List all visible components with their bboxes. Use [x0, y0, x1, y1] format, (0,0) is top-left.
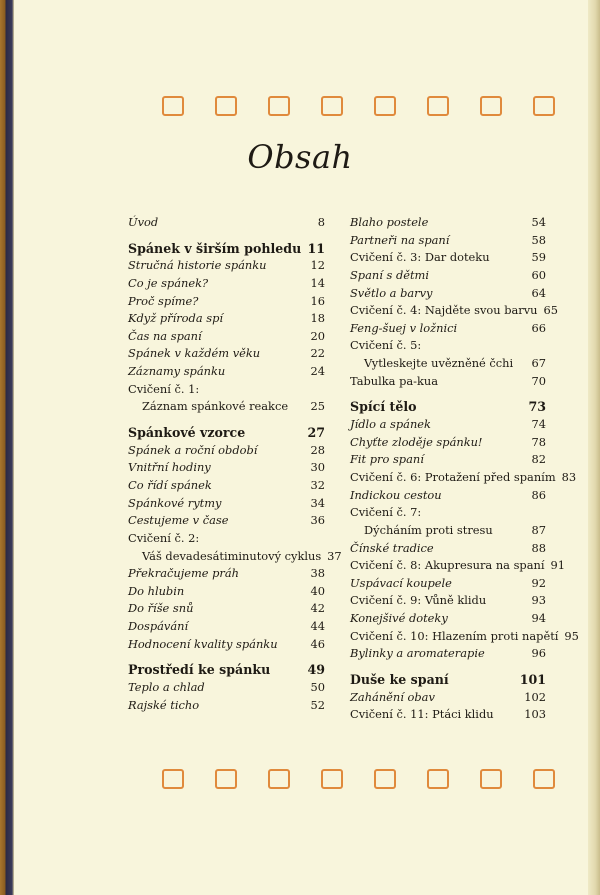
- toc-entry-title: Co je spánek?: [128, 275, 209, 290]
- toc-entry: [350, 592, 546, 610]
- toc-entry-page-number: 66: [531, 320, 546, 335]
- toc-entry-title: Co řídí spánek: [128, 477, 212, 492]
- toc-entry: [128, 583, 325, 601]
- toc-entry: [128, 257, 325, 275]
- toc-entry-page-number: 101: [519, 672, 546, 688]
- toc-entry-page-number: 28: [310, 442, 325, 457]
- toc-entry-title: Jídlo a spánek: [350, 417, 431, 432]
- toc-entry-page-number: 32: [310, 477, 325, 492]
- crescent-bracket-border-icon: [135, 94, 565, 118]
- toc-entry-title: Vytleskejte uvězněné čchi: [364, 356, 514, 371]
- toc-entry: [128, 363, 325, 381]
- toc-entry-title: Spánkové vzorce: [128, 425, 246, 441]
- toc-entry-page-number: 16: [310, 293, 325, 308]
- toc-entry: [350, 706, 546, 724]
- toc-entry-page-number: 73: [528, 399, 546, 415]
- toc-entry: [128, 530, 325, 548]
- toc-entry-title: Hodnocení kvality spánku: [128, 636, 278, 651]
- toc-entry-page-number: 91: [550, 558, 565, 573]
- top-ornament-border: [135, 94, 565, 118]
- toc-entry-page-number: 92: [531, 575, 546, 590]
- toc-entry-page-number: 82: [531, 452, 546, 467]
- toc-entry-title: Čas na spaní: [128, 328, 202, 343]
- toc-entry-title: Prostředí ke spánku: [128, 662, 271, 678]
- toc-entry: [350, 416, 546, 434]
- toc-entry: [128, 381, 325, 399]
- toc-entry-page-number: 58: [531, 232, 546, 247]
- toc-entry-title: Spánek a roční období: [128, 442, 258, 457]
- toc-entry: [128, 328, 325, 346]
- toc-entry-page-number: 38: [310, 566, 325, 581]
- toc-entry-page-number: 18: [310, 311, 325, 326]
- toc-left-column: [128, 214, 342, 714]
- toc-entry-page-number: 30: [310, 460, 325, 475]
- toc-entry-title: Světlo a barvy: [350, 285, 433, 300]
- toc-entry: [128, 679, 325, 697]
- toc-entry: [128, 310, 325, 328]
- toc-entry-title: Cvičení č. 8: Akupresura na spaní: [350, 558, 545, 573]
- toc-entry: [350, 337, 546, 355]
- toc-entry-page-number: 70: [531, 373, 546, 388]
- toc-entry-page-number: [540, 504, 546, 522]
- toc-entry: [350, 557, 565, 575]
- toc-entry-title: Spánkové rytmy: [128, 495, 222, 510]
- toc-entry-title: Když příroda spí: [128, 311, 224, 326]
- toc-entry-title: Partneři na spaní: [350, 232, 450, 247]
- toc-entry-page-number: 64: [531, 285, 546, 300]
- toc-entry: [128, 275, 325, 293]
- toc-right-column: [350, 214, 579, 724]
- toc-entry: [350, 575, 546, 593]
- toc-entry: [128, 565, 325, 583]
- toc-entry: [128, 618, 325, 636]
- toc-entry-title: Spánek v každém věku: [128, 346, 261, 361]
- toc-entry: [350, 249, 546, 267]
- toc-entry-title: Čínské tradice: [350, 540, 434, 555]
- book-spine-edge: [0, 0, 14, 895]
- toc-entry-page-number: 95: [564, 628, 579, 643]
- toc-entry: [350, 645, 546, 663]
- toc-entry: [128, 459, 325, 477]
- toc-entry-page-number: 94: [531, 611, 546, 626]
- toc-entry: [350, 302, 558, 320]
- toc-entry-page-number: 86: [531, 487, 546, 502]
- toc-entry-title: Bylinky a aromaterapie: [350, 646, 485, 661]
- toc-entry-page-number: 74: [531, 417, 546, 432]
- toc-entry: [350, 355, 546, 373]
- toc-entry-title: Konejšivé doteky: [350, 611, 448, 626]
- toc-entry-page-number: 25: [310, 399, 325, 414]
- toc-entry: [128, 636, 325, 654]
- toc-entry-page-number: 37: [327, 548, 342, 563]
- toc-entry-page-number: 36: [310, 513, 325, 528]
- toc-entry-title: Dýcháním proti stresu: [364, 522, 493, 537]
- toc-entry-title: Teplo a chlad: [128, 680, 205, 695]
- toc-entry-page-number: 11: [307, 240, 325, 256]
- toc-entry-title: Do hlubin: [128, 583, 185, 598]
- toc-entry-page-number: 54: [531, 215, 546, 229]
- toc-entry-title: Cvičení č. 4: Najděte svou barvu: [350, 303, 538, 318]
- toc-entry-page-number: 87: [531, 522, 546, 537]
- toc-entry-title: Dospávání: [128, 619, 189, 634]
- toc-entry-page-number: 50: [310, 680, 325, 695]
- toc-entry-page-number: [319, 381, 325, 399]
- toc-entry-title: Tabulka pa-kua: [350, 373, 439, 388]
- toc-entry-title: Duše ke spaní: [350, 672, 449, 688]
- toc-section-heading: [128, 240, 325, 258]
- toc-entry-page-number: 103: [524, 707, 546, 722]
- toc-entry-title: Cvičení č. 1:: [128, 381, 200, 396]
- toc-entry: [350, 373, 546, 391]
- toc-entry-page-number: 60: [531, 267, 546, 282]
- toc-entry-title: Spánek v širším pohledu: [128, 240, 302, 256]
- toc-entry: [128, 477, 325, 495]
- toc-entry-title: Cvičení č. 3: Dar doteku: [350, 250, 490, 265]
- toc-entry-title: Indickou cestou: [350, 487, 442, 502]
- toc-entry-page-number: 40: [310, 583, 325, 598]
- toc-entry-page-number: 96: [531, 646, 546, 661]
- toc-entry: [350, 540, 546, 558]
- toc-entry-page-number: 20: [310, 328, 325, 343]
- toc-entry-page-number: 52: [310, 697, 325, 712]
- toc-entry-title: Spící tělo: [350, 399, 417, 415]
- toc-entry-page-number: 44: [310, 619, 325, 634]
- toc-entry-page-number: [540, 337, 546, 355]
- toc-entry: [128, 548, 342, 566]
- toc-entry-title: Váš devadesátiminutový cyklus: [142, 548, 322, 563]
- toc-entry-title: Cvičení č. 7:: [350, 505, 422, 520]
- toc-entry: [350, 689, 546, 707]
- toc-entry-page-number: 67: [531, 356, 546, 371]
- toc-entry-page-number: 65: [543, 303, 558, 318]
- toc-entry-title: Cvičení č. 2:: [128, 530, 200, 545]
- toc-entry-page-number: 93: [531, 593, 546, 608]
- toc-entry-page-number: 8: [317, 215, 325, 229]
- toc-entry-title: Cvičení č. 9: Vůně klidu: [350, 593, 487, 608]
- toc-entry: [128, 293, 325, 311]
- toc-entry-page-number: 46: [310, 636, 325, 651]
- toc-entry: [350, 504, 546, 522]
- toc-entry-title: Proč spíme?: [128, 293, 199, 308]
- toc-entry-title: Stručná historie spánku: [128, 258, 267, 273]
- toc-entry-page-number: 78: [531, 434, 546, 449]
- toc-entry-title: Uspávací koupele: [350, 575, 452, 590]
- toc-entry-page-number: 34: [310, 495, 325, 510]
- toc-entry-title: Cvičení č. 11: Ptáci klidu: [350, 707, 494, 722]
- toc-entry-page-number: 12: [310, 258, 325, 273]
- toc-entry: [128, 214, 325, 232]
- toc-entry-title: Cvičení č. 5:: [350, 338, 422, 353]
- toc-entry-title: Překračujeme práh: [128, 566, 240, 581]
- toc-entry-title: Vnitřní hodiny: [128, 460, 211, 475]
- toc-section-heading: [128, 424, 325, 442]
- toc-entry: [350, 628, 579, 646]
- toc-entry-page-number: 24: [310, 364, 325, 379]
- page-title: Obsah: [247, 138, 353, 176]
- toc-entry: [350, 232, 546, 250]
- toc-entry-title: Fit pro spaní: [350, 452, 424, 467]
- toc-entry-title: Zahánění obav: [350, 689, 435, 704]
- toc-entry-title: Záznam spánkové reakce: [142, 399, 289, 414]
- toc-entry-title: Úvod: [128, 215, 159, 229]
- toc-entry-title: Chyťte zloděje spánku!: [350, 434, 483, 449]
- toc-entry: [128, 697, 325, 715]
- toc-entry: [350, 434, 546, 452]
- toc-entry: [350, 285, 546, 303]
- toc-entry: [350, 469, 577, 487]
- toc-entry: [350, 610, 546, 628]
- toc-entry-page-number: 102: [524, 689, 546, 704]
- toc-section-heading: [350, 671, 546, 689]
- crescent-bracket-border-icon: [135, 767, 565, 791]
- toc-entry: [350, 522, 546, 540]
- toc-entry-page-number: [319, 530, 325, 548]
- toc-entry-title: Feng-šuej v ložnici: [350, 320, 458, 335]
- bottom-ornament-border: [135, 767, 565, 791]
- toc-entry: [350, 320, 546, 338]
- toc-section-heading: [128, 661, 325, 679]
- toc-entry: [128, 512, 325, 530]
- toc-entry: [128, 345, 325, 363]
- toc-entry-page-number: 49: [307, 662, 325, 678]
- toc-entry-title: Blaho postele: [350, 215, 429, 229]
- toc-entry-page-number: 14: [310, 275, 325, 290]
- toc-entry-title: Záznamy spánku: [128, 364, 226, 379]
- toc-entry: [350, 487, 546, 505]
- toc-entry-title: Rajské ticho: [128, 697, 200, 712]
- toc-entry: [128, 398, 325, 416]
- toc-entry: [350, 214, 546, 232]
- toc-entry-page-number: 22: [310, 346, 325, 361]
- toc-entry: [128, 495, 325, 513]
- toc-entry-title: Spaní s dětmi: [350, 267, 430, 282]
- toc-entry-title: Cestujeme v čase: [128, 513, 229, 528]
- toc-entry-title: Do říše snů: [128, 601, 194, 616]
- toc-entry-page-number: 42: [310, 601, 325, 616]
- toc-entry-page-number: 83: [561, 469, 577, 484]
- toc-entry-page-number: 88: [531, 540, 546, 555]
- toc-entry-page-number: 27: [307, 425, 325, 441]
- toc-entry: [350, 451, 546, 469]
- toc-entry: [350, 267, 546, 285]
- toc-section-heading: [350, 398, 546, 416]
- toc-entry-title: Cvičení č. 6: Protažení před spaním: [350, 469, 556, 484]
- page-edge: [588, 0, 600, 895]
- toc-entry: [128, 600, 325, 618]
- toc-entry-page-number: 59: [531, 250, 546, 265]
- toc-entry: [128, 442, 325, 460]
- toc-entry-title: Cvičení č. 10: Hlazením proti napětí: [350, 628, 559, 643]
